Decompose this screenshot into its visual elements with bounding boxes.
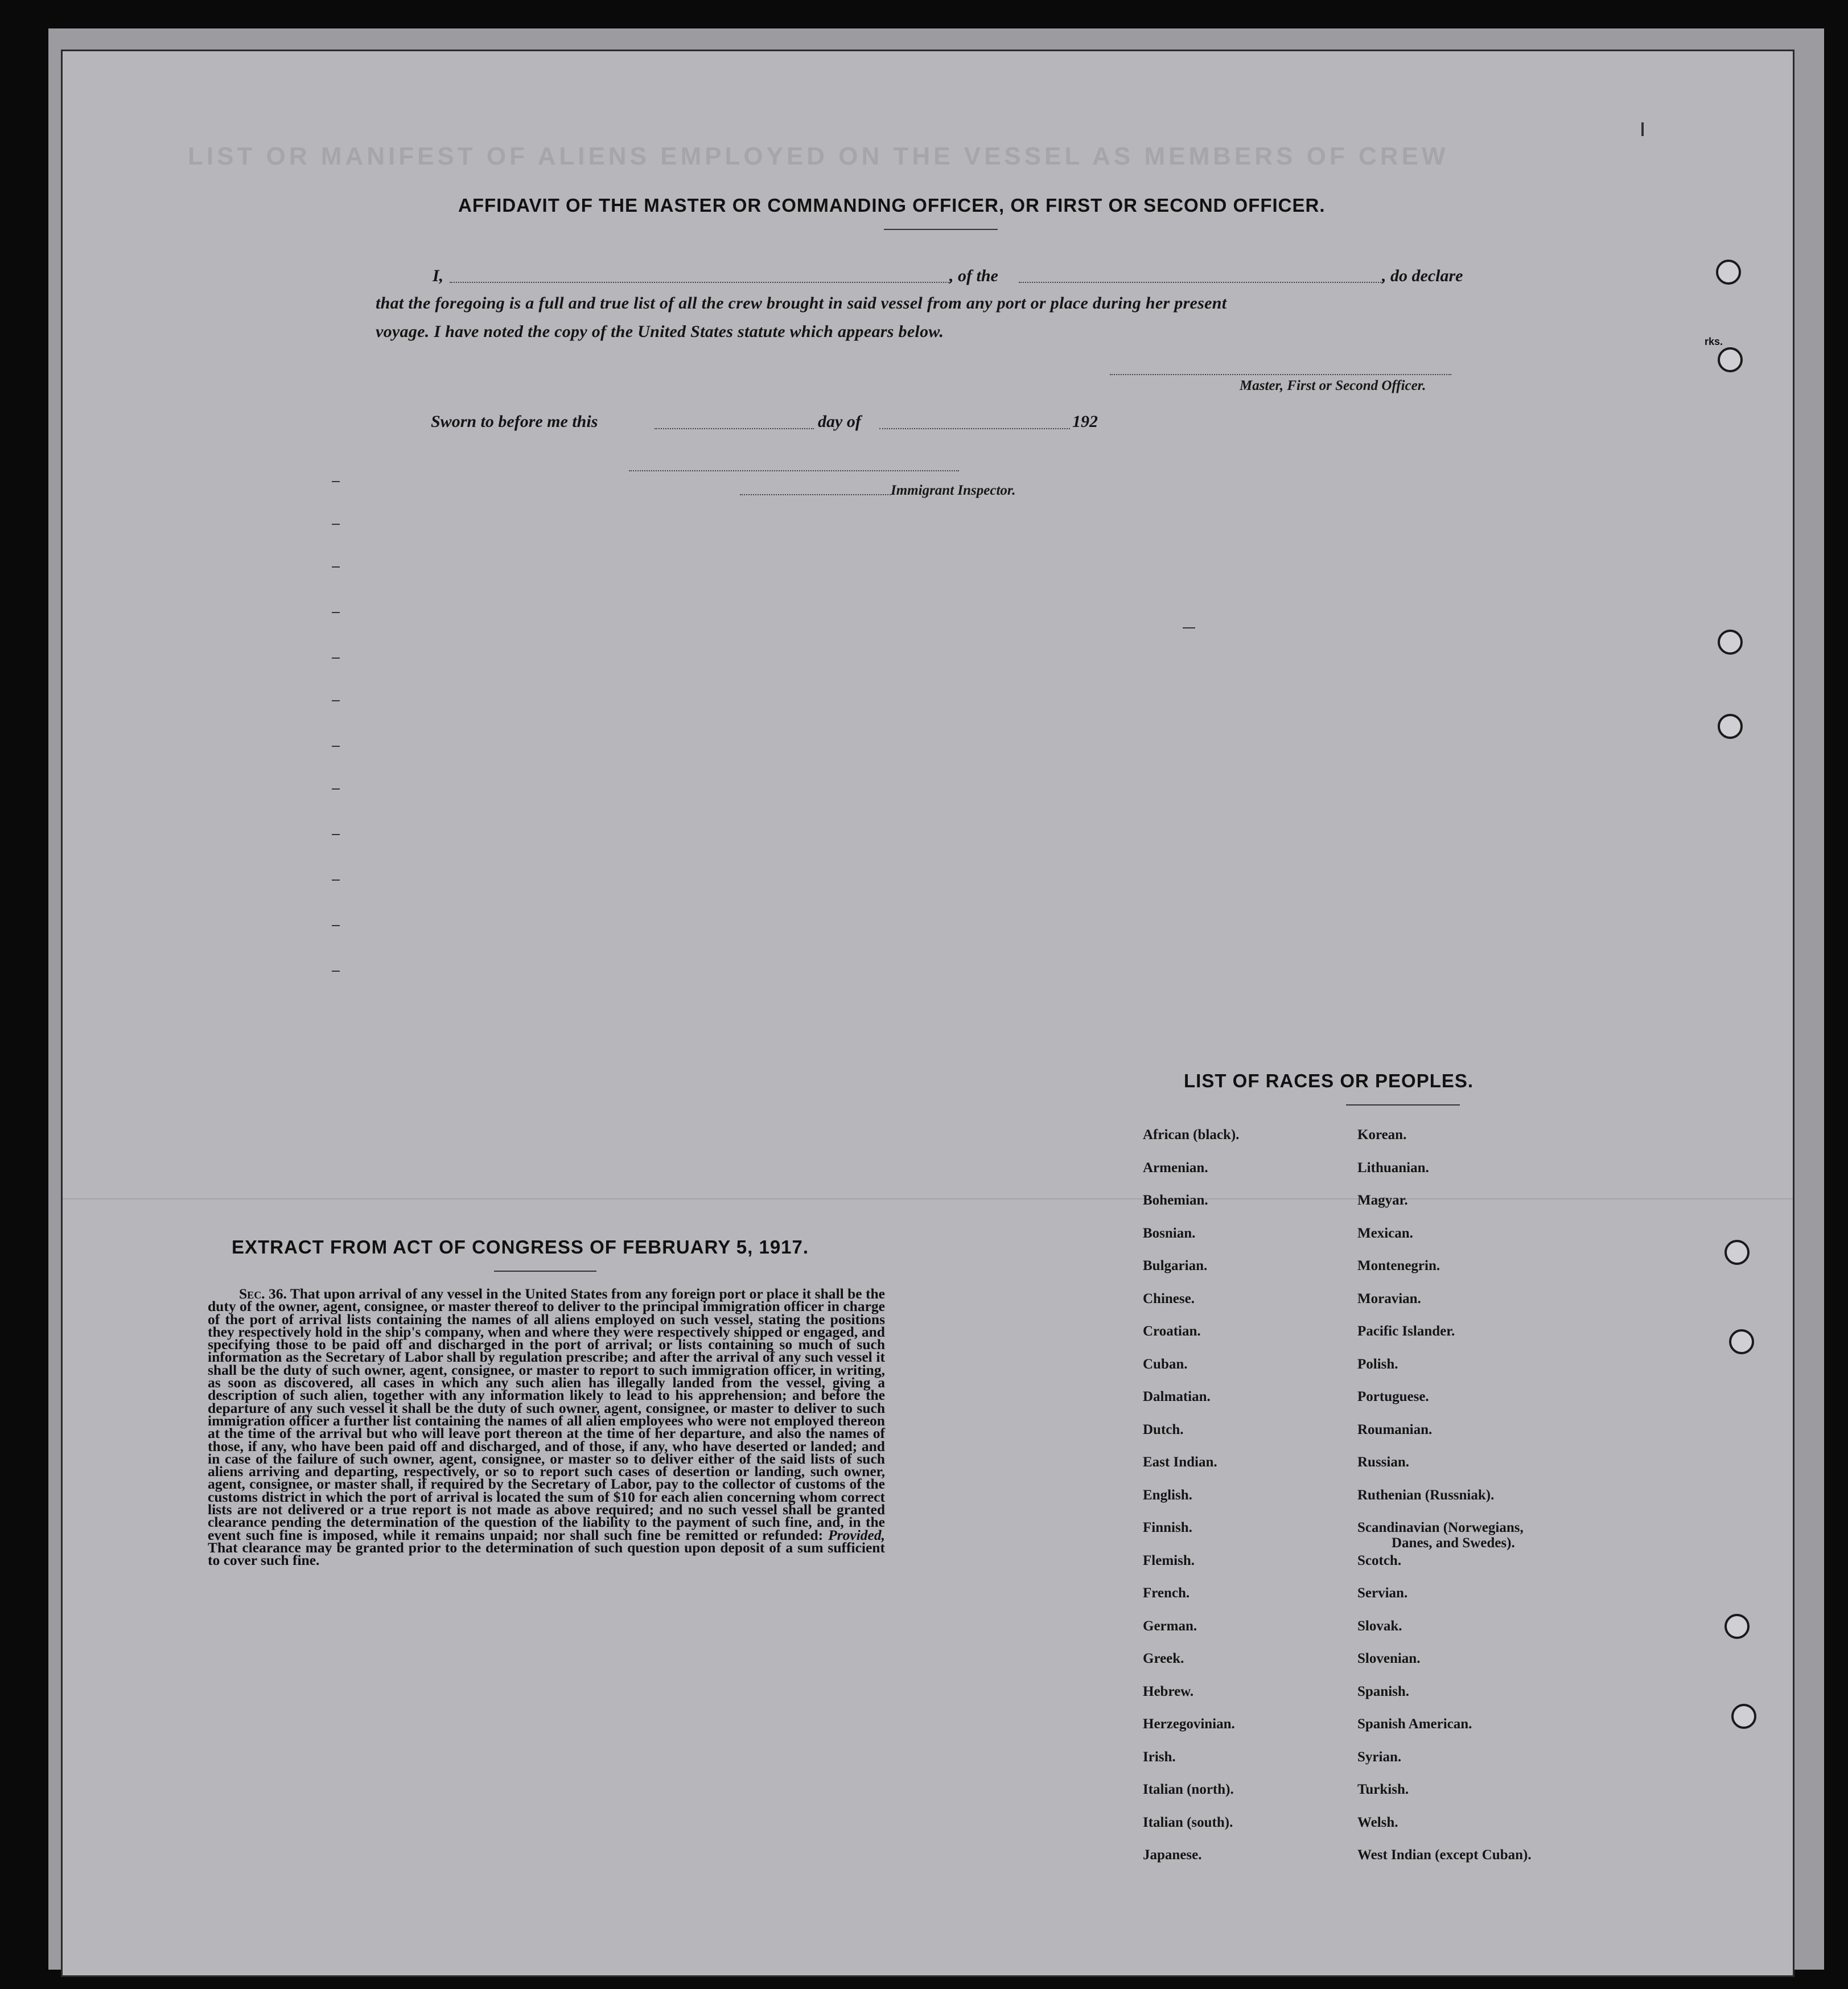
inspector-signature-line[interactable] [740,494,891,495]
section-number: Sec. 36. [239,1285,287,1302]
race-item: Magyar. [1357,1193,1408,1208]
race-item: Dalmatian. [1143,1389,1211,1404]
bleed-mark [332,971,340,972]
bleed-mark [332,788,340,790]
binding-hole-icon [1716,260,1741,285]
binding-hole-icon [1724,1240,1750,1265]
race-item: Turkish. [1357,1782,1409,1797]
bleed-mark [332,481,340,482]
race-item: Bosnian. [1143,1225,1196,1241]
bleed-mark [332,566,340,568]
race-item: Servian. [1357,1585,1408,1601]
bleed-mark [332,700,340,701]
race-item: Montenegrin. [1357,1258,1440,1273]
race-item: Portuguese. [1357,1389,1429,1404]
race-item: Spanish American. [1357,1716,1472,1732]
race-item: West Indian (except Cuban). [1357,1847,1532,1863]
corner-mark [1641,122,1644,136]
sworn-month-field[interactable] [879,428,1070,429]
race-item: Greek. [1143,1651,1184,1666]
extract-body [208,1285,885,1569]
margin-note: rks. [1705,336,1723,347]
master-name-field[interactable] [450,282,950,283]
race-item: Pacific Islander. [1357,1324,1455,1339]
race-item: Flemish. [1143,1552,1195,1568]
inspector-label: Immigrant Inspector. [891,483,1016,498]
race-item: Spanish. [1357,1683,1410,1699]
affidavit-do-declare: , do declare [1382,266,1463,285]
year-label: 192 [1072,412,1098,431]
affidavit-line-2: that the foregoing is a full and true list of all the crew brought in said vessel from any port or place during her present [376,294,1227,313]
binding-hole-icon [1718,347,1743,372]
race-item: Herzegovinian. [1143,1716,1235,1732]
race-item: Italian (south). [1143,1814,1233,1830]
races-title: LIST OF RACES OR PEOPLES. [1184,1070,1474,1091]
race-item: Roumanian. [1357,1421,1433,1437]
bleed-through-header: LIST OR MANIFEST OF ALIENS EMPLOYED ON THE VESSEL AS MEMBERS OF CREW [188,142,1449,170]
affidavit-of-the: , of the [949,266,998,285]
race-item: Irish. [1143,1749,1176,1765]
bleed-mark [332,834,340,835]
sworn-day-field[interactable] [655,428,814,429]
race-item: Italian (north). [1143,1782,1234,1797]
page-fold-line [63,1198,1793,1199]
bleed-mark [332,524,340,525]
binding-hole-icon [1729,1329,1754,1354]
race-item: French. [1143,1585,1190,1601]
bleed-mark [332,880,340,881]
race-item: Finnish. [1143,1520,1192,1535]
race-item: Dutch. [1143,1421,1184,1437]
race-item: Hebrew. [1143,1683,1194,1699]
race-item: Moravian. [1357,1291,1421,1306]
race-item: Bulgarian. [1143,1258,1208,1273]
race-item: East Indian. [1143,1454,1217,1470]
extract-body-part-2: That clearance may be granted prior to the determination of such question upon deposit of a sum sufficient to cover such fine. [208,1539,885,1569]
affidavit-title: AFFIDAVIT OF THE MASTER OR COMMANDING OFFICER, OR FIRST OR SECOND OFFICER. [458,195,1326,216]
race-item: Lithuanian. [1357,1160,1429,1176]
binding-hole-icon [1718,714,1743,739]
race-item: Welsh. [1357,1814,1398,1830]
race-item: Bohemian. [1143,1193,1208,1208]
bleed-mark [332,746,340,747]
race-item: Syrian. [1357,1749,1402,1765]
bleed-mark [1183,627,1195,628]
race-item: Slovak. [1357,1618,1402,1634]
affidavit-line-3: voyage. I have noted the copy of the United States statute which appears below. [376,322,944,341]
affidavit-i: I, [433,266,444,285]
race-item: Slovenian. [1357,1651,1421,1666]
race-item: Cuban. [1143,1356,1188,1372]
sworn-label: Sworn to before me this [431,412,598,431]
race-item: Polish. [1357,1356,1398,1372]
extract-underline [494,1271,596,1272]
binding-hole-icon [1724,1614,1750,1639]
master-signature-line[interactable] [1110,374,1451,375]
title-underline [884,229,998,230]
races-underline [1346,1104,1460,1106]
race-item: Japanese. [1143,1847,1202,1863]
race-item: Mexican. [1357,1225,1413,1241]
day-of-label: day of [818,412,861,431]
race-item: Ruthenian (Russniak). [1357,1487,1495,1503]
race-item-continuation: Danes, and Swedes). [1392,1535,1515,1551]
race-item: Scandinavian (Norwegians, [1357,1520,1524,1535]
race-item: Korean. [1357,1127,1407,1143]
vessel-name-field[interactable] [1019,282,1383,283]
master-signature-label: Master, First or Second Officer. [1240,378,1426,393]
race-item: Chinese. [1143,1291,1195,1306]
race-item: Croatian. [1143,1324,1201,1339]
witness-line[interactable] [629,470,959,471]
race-item: Russian. [1357,1454,1410,1470]
bleed-mark [332,612,340,613]
bleed-mark [332,925,340,926]
extract-body-part-1: That upon arrival of any vessel in the United States from any foreign port or place it shall be the duty of the owner, agent, consignee, or master thereof to deliver to the principal immigration officer in charge of the port of arrival lists containing the names of all aliens employed on such vessel, stating the positions they respectively hold in the ship's company, when and where they were respectively shipped or engaged, and specifying those to be paid off and discharged in the port of arrival; or lists containing so much of such information as the Secretary of Labor shall by regulation prescribe; and after the arrival of any such vessel it shall be the duty of such owner, agent, consignee, or master to report to such immigration officer, in writing, as soon as discovered, all cases in which any such alien has illegally landed from the vessel, giving a description of such alien, together with any information likely to lead to his apprehension; and before the departure of any such vessel it shall be the duty of such owner, agent, consignee, or master to deliver to such immigration officer a further list containing the names of all alien employees who were not employed thereon at the time of the arrival but who will leave port thereon at the time of her departure, and also the names of those, if any, who have been paid off and discharged, and of those, if any, who have deserted or landed; and in case of the failure of such owner, agent, consignee, or master so to deliver either of the said lists of such aliens arriving and departing, respectively, or so to report such cases of desertion or landing, such owner, agent, consignee, or master shall, if required by the Secretary of Labor, pay to the collector of customs of the customs district in which the port of arrival is located the sum of $10 for each alien concerning whom correct lists are not delivered or a true report is not made as above required; and no such vessel shall be granted clearance pending the determination of the question of the liability to the payment of such fine, and, in the event such fine is imposed, while it remains unpaid; nor shall such fine be remitted or refunded: [208,1285,885,1543]
extract-title: EXTRACT FROM ACT OF CONGRESS OF FEBRUARY 5, 1917. [232,1236,809,1257]
race-item: Armenian. [1143,1160,1208,1176]
race-item: English. [1143,1487,1192,1503]
race-item: German. [1143,1618,1197,1634]
race-item: African (black). [1143,1127,1240,1143]
race-item: Scotch. [1357,1552,1402,1568]
provided-word: Provided, [828,1526,885,1543]
binding-hole-icon [1731,1704,1756,1729]
binding-hole-icon [1718,630,1743,655]
bleed-mark [332,657,340,659]
